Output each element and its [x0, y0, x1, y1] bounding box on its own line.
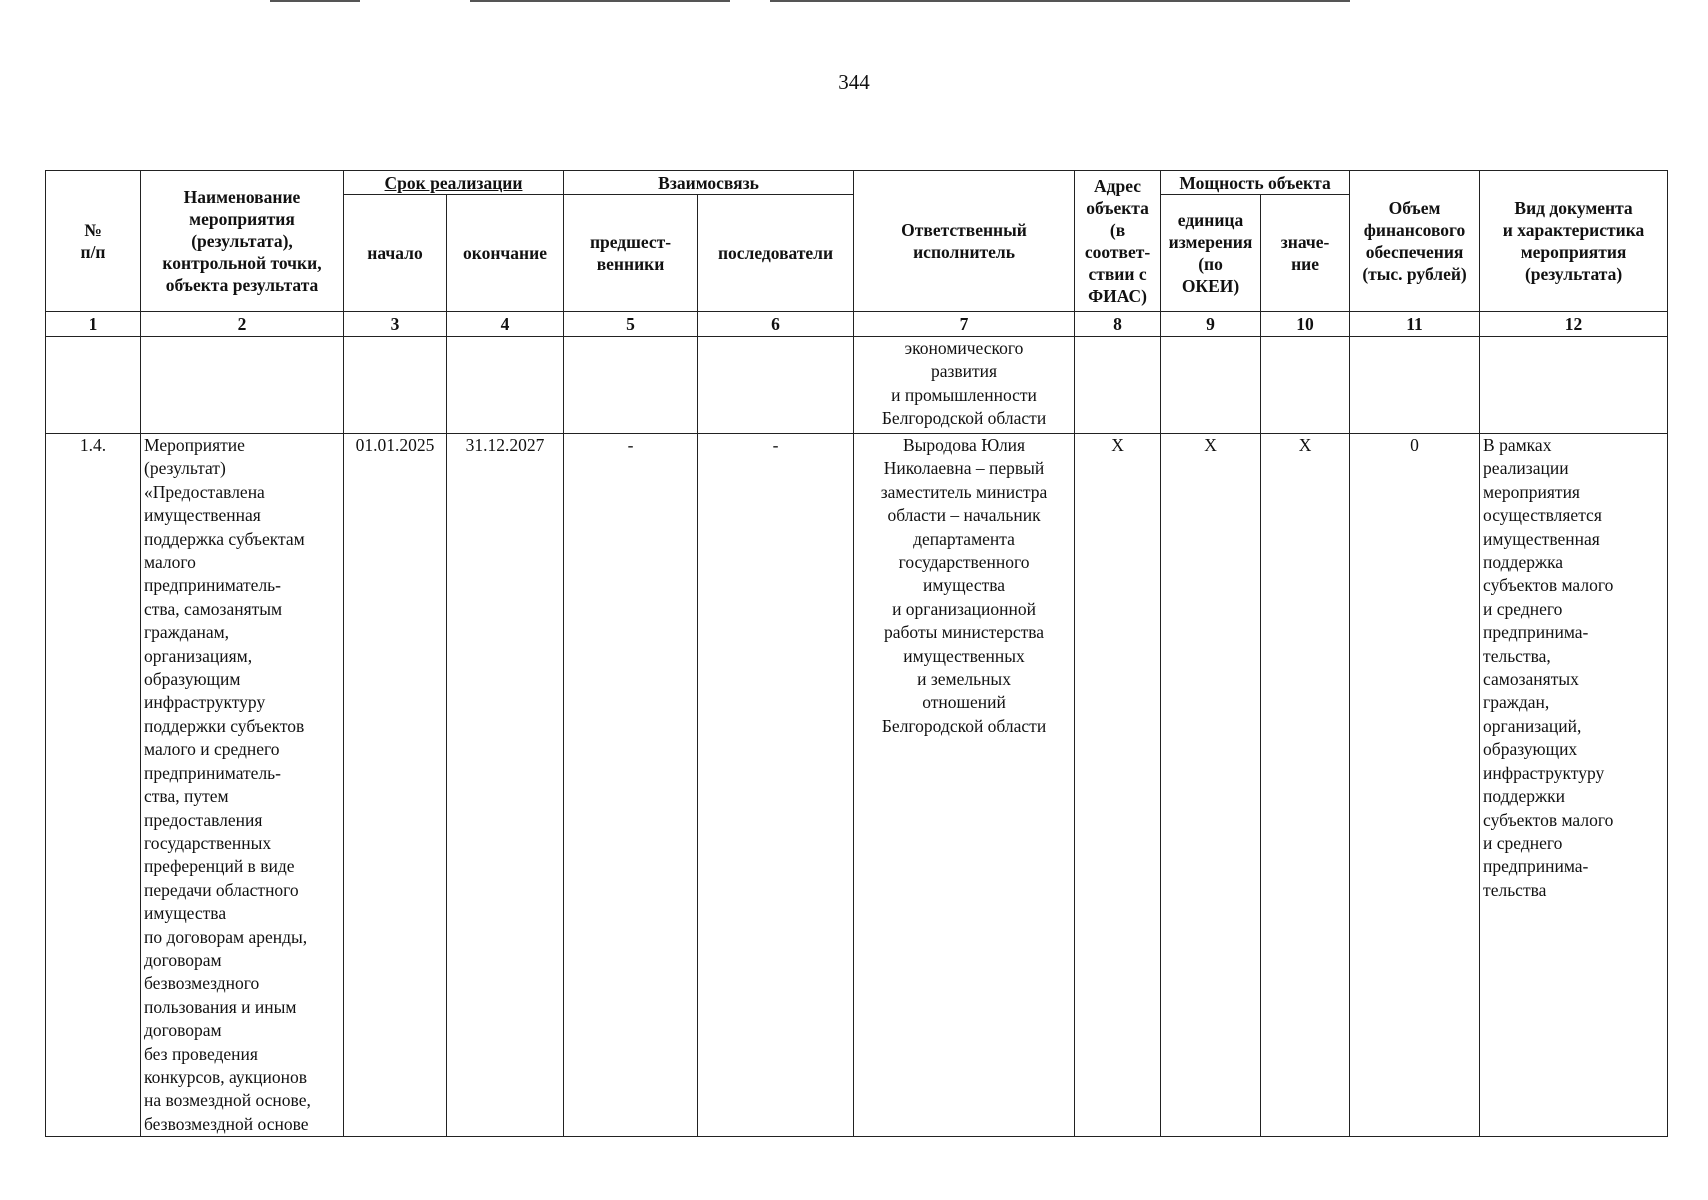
column-number: 12	[1480, 312, 1668, 337]
cell-num: 1.4.	[46, 434, 141, 1137]
header-capacity-unit: единица измерения (по ОКЕИ)	[1161, 195, 1261, 312]
cell-address: X	[1075, 434, 1161, 1137]
top-rule-right	[770, 0, 1350, 2]
cont-cell-address	[1075, 337, 1161, 434]
header-term-end: окончание	[447, 195, 564, 312]
continuation-row	[46, 337, 1668, 434]
cell-next: -	[698, 434, 854, 1137]
cell-start: 01.01.2025	[344, 434, 447, 1137]
column-number: 11	[1350, 312, 1480, 337]
cont-cell-executor: экономического развития и промышленности Белгородской области	[854, 337, 1075, 434]
header-term-group-label: Срок реализации	[384, 172, 523, 193]
cell-name: Мероприятие (результат) «Предоставлена имущественная поддержка субъектам малого предприниматель- ства, самозанятым гражданам, организациям, образующим инфраструктуру поддержки субъектов малого и среднего предприниматель- ства, путем предоставления государственных преференций в виде передачи областного имущества по договорам аренды, договорам безвозмездного пользования и иным договорам без проведения конкурсов, аукционов на возмездной основе, безвозмездной основе	[141, 434, 344, 1137]
cont-cell-start	[344, 337, 447, 434]
column-number: 1	[46, 312, 141, 337]
column-number: 7	[854, 312, 1075, 337]
column-number-row	[46, 312, 1668, 337]
cell-prev: -	[564, 434, 698, 1137]
cont-cell-num	[46, 337, 141, 434]
top-rule-center	[470, 0, 730, 2]
plan-table	[45, 170, 1668, 1137]
header-link-group: Взаимосвязь	[564, 171, 854, 195]
column-number: 5	[564, 312, 698, 337]
cont-cell-doc	[1480, 337, 1668, 434]
header-term-group	[344, 171, 564, 195]
header-link-next: последователи	[698, 195, 854, 312]
cell-end: 31.12.2027	[447, 434, 564, 1137]
header-doc: Вид документа и характеристика мероприятия (результата)	[1480, 171, 1668, 312]
cont-cell-unit	[1161, 337, 1261, 434]
header-finance: Объем финансового обеспечения (тыс. рублей)	[1350, 171, 1480, 312]
cont-cell-finance	[1350, 337, 1480, 434]
column-number: 4	[447, 312, 564, 337]
column-number: 10	[1261, 312, 1350, 337]
column-number: 8	[1075, 312, 1161, 337]
header-executor: Ответственный исполнитель	[854, 171, 1075, 312]
cell-value: X	[1261, 434, 1350, 1137]
cont-cell-value	[1261, 337, 1350, 434]
header-num: № п/п	[46, 171, 141, 312]
top-rule-left	[270, 0, 360, 2]
header-name: Наименование мероприятия (результата), контрольной точки, объекта результата	[141, 171, 344, 312]
column-number: 3	[344, 312, 447, 337]
column-number: 2	[141, 312, 344, 337]
column-number: 9	[1161, 312, 1261, 337]
cont-cell-prev	[564, 337, 698, 434]
header-capacity-value: значе- ние	[1261, 195, 1350, 312]
cont-cell-name	[141, 337, 344, 434]
cell-unit: X	[1161, 434, 1261, 1137]
header-capacity-group: Мощность объекта	[1161, 171, 1350, 195]
header-link-prev: предшест- венники	[564, 195, 698, 312]
cell-doc: В рамках реализации мероприятия осуществляется имущественная поддержка субъектов малого и среднего предпринима- тельства, самозанятых граждан, организаций, образующих инфраструктуру поддержки субъектов малого и среднего предпринима- тельства	[1480, 434, 1668, 1137]
column-number: 6	[698, 312, 854, 337]
cont-cell-next	[698, 337, 854, 434]
page-number: 344	[838, 70, 870, 94]
cell-executor: Выродова Юлия Николаевна – первый заместитель министра области – начальник департамента государственного имущества и организационной работы министерства имущественных и земельных отношений Белгородской области	[854, 434, 1075, 1137]
cell-finance: 0	[1350, 434, 1480, 1137]
header-address: Адрес объекта (в соответ- ствии с ФИАС)	[1075, 171, 1161, 312]
table-row	[46, 434, 1668, 1137]
header-term-start: начало	[344, 195, 447, 312]
table-header	[46, 171, 1668, 312]
cont-cell-end	[447, 337, 564, 434]
